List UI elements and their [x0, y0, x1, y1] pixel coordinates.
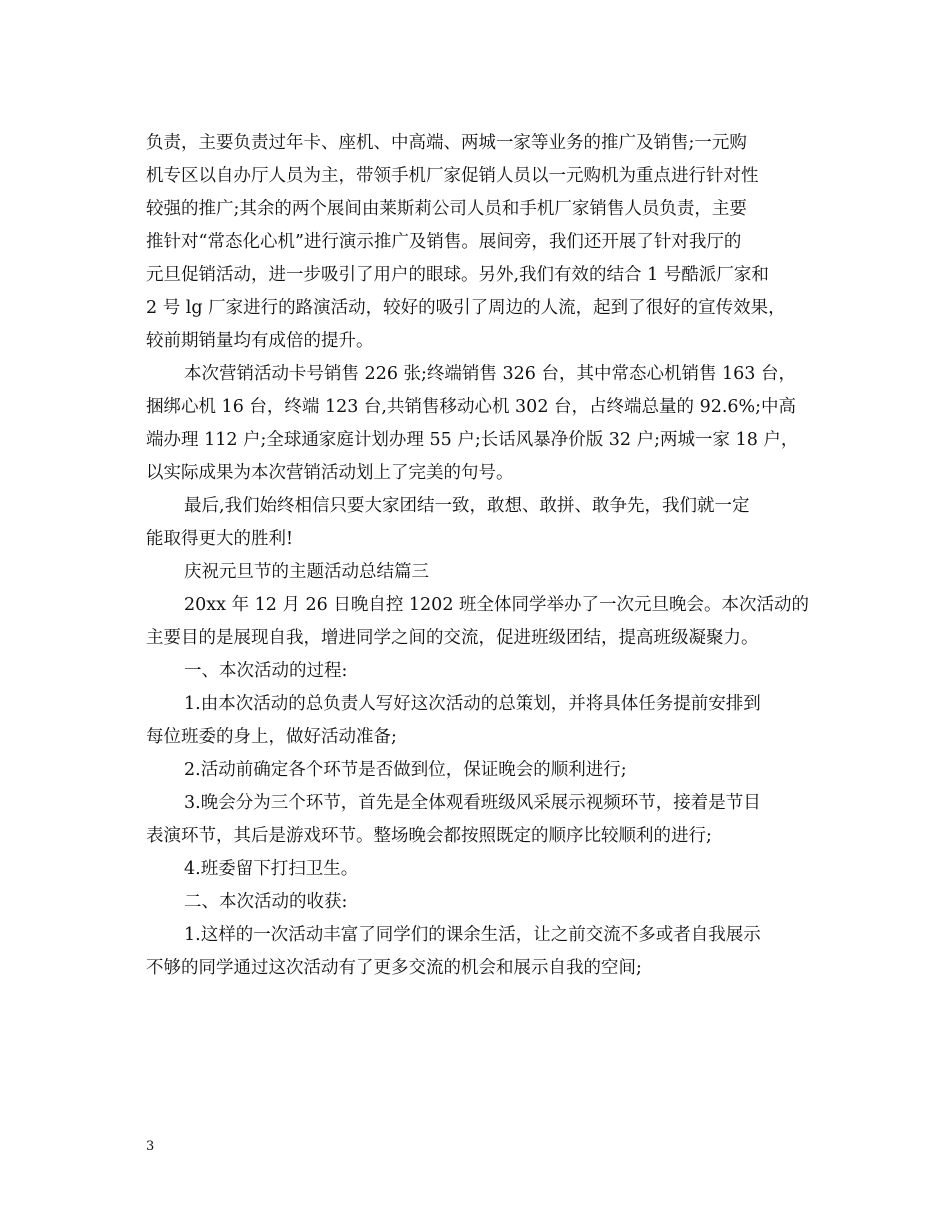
text-line: 元旦促销活动，进一步吸引了用户的眼球。另外,我们有效的结合 1 号酷派厂家和: [146, 265, 769, 285]
text-line: 负责，主要负责过年卡、座机、中高端、两城一家等业务的推广及销售;一元购: [146, 133, 747, 153]
text-line: 每位班委的身上，做好活动准备;: [146, 727, 397, 747]
text-line: 20xx 年 12 月 26 日晚自控 1202 班全体同学举办了一次元旦晚会。本次活动的: [184, 595, 810, 615]
text-line: 2 号 lg 厂家进行的路演活动，较好的吸引了周边的人流，起到了很好的宣传效果，: [146, 298, 786, 318]
subheading: 一、本次活动的过程:: [184, 661, 348, 681]
text-line: 以实际成果为本次营销活动划上了完美的句号。: [146, 463, 514, 483]
section-heading: 庆祝元旦节的主题活动总结篇三: [184, 562, 429, 582]
text-line: 较前期销量均有成倍的提升。: [146, 331, 374, 351]
text-line: 2.活动前确定各个环节是否做到位，保证晚会的顺利进行;: [184, 760, 627, 780]
text-line: 1.这样的一次活动丰富了同学们的课余生活，让之前交流不多或者自我展示: [184, 925, 761, 945]
text-line: 不够的同学通过这次活动有了更多交流的机会和展示自我的空间;: [146, 958, 642, 978]
text-line: 机专区以自办厅人员为主，带领手机厂家促销人员以一元购机为重点进行针对性: [146, 166, 759, 186]
text-line: 主要目的是展现自我，增进同学之间的交流，促进班级团结，提高班级凝聚力。: [146, 628, 759, 648]
subheading: 二、本次活动的收获:: [184, 892, 348, 912]
text-line: 最后,我们始终相信只要大家团结一致，敢想、敢拼、敢争先，我们就一定: [184, 496, 750, 516]
text-line: 推针对“常态化心机”进行演示推广及销售。展间旁，我们还开展了针对我厅的: [146, 232, 742, 252]
body-text: [146, 127, 816, 985]
text-line: 3.晚会分为三个环节，首先是全体观看班级风采展示视频环节，接着是节目: [184, 793, 761, 813]
text-line: 表演环节，其后是游戏环节。整场晚会都按照既定的顺序比较顺利的进行;: [146, 826, 712, 846]
text-line: 本次营销活动卡号销售 226 张;终端销售 326 台，其中常态心机销售 163 台，: [184, 364, 796, 384]
text-line: 捆绑心机 16 台，终端 123 台,共销售移动心机 302 台，占终端总量的 92.6%;中高: [146, 397, 797, 417]
text-line: 能取得更大的胜利!: [146, 529, 294, 549]
text-line: 端办理 112 户;全球通家庭计划办理 55 户;长话风暴净价版 32 户;两城一家 18 户，: [146, 430, 799, 450]
page-number: 3: [146, 1139, 155, 1154]
text-line: 4.班委留下打扫卫生。: [184, 859, 359, 879]
text-line: 1.由本次活动的总负责人写好这次活动的总策划，并将具体任务提前安排到: [184, 694, 761, 714]
text-line: 较强的推广;其余的两个展间由莱斯莉公司人员和手机厂家销售人员负责，主要: [146, 199, 747, 219]
